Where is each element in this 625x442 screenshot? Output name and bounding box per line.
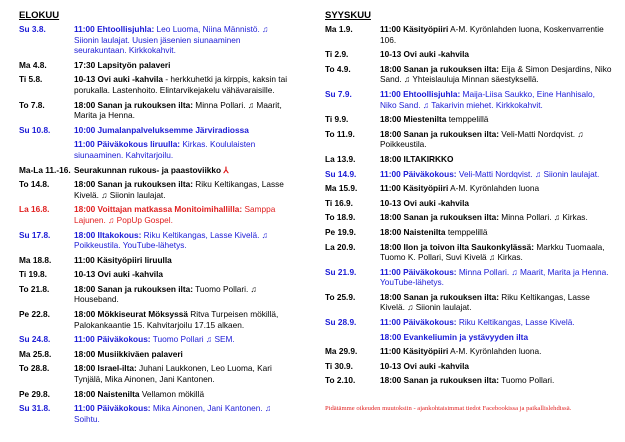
event-time: 11:00 — [74, 403, 95, 414]
event-details: Minna Pollari. ♫ Maarit, Marita ja Henna. — [74, 99, 282, 121]
event-description — [74, 74, 291, 95]
row-gap — [325, 386, 613, 390]
event-date: Su 7.9. — [325, 88, 352, 99]
event-row — [325, 242, 613, 263]
event-details: Tuomo Pollari ♫ SEM. — [150, 334, 235, 345]
event-title: Käsityöpiiri — [403, 24, 449, 34]
event-date: Ti 30.9. — [325, 360, 353, 371]
event-title: Lapsityön palaveri — [97, 59, 171, 70]
event-details: Mika Ainonen, Jani Kantonen. ♫ Soihtu. — [74, 403, 272, 424]
event-description — [380, 169, 613, 180]
event-date: Su 24.8. — [19, 334, 51, 345]
event-date: Ti 5.8. — [19, 74, 43, 85]
event-date: Pe 29.8. — [19, 388, 50, 399]
event-details: Kirkas. Koululaisten siunaaminen. Kahvitarjoilu. — [74, 139, 256, 160]
event-time: 18:00 — [380, 241, 402, 252]
event-row — [325, 346, 613, 357]
event-details: Juhani Laukkonen, Leo Luoma, Kari Tynjälä, Mika Ainonen, Jani Kantonen. — [74, 363, 272, 385]
event-time: 10-13 — [380, 197, 402, 208]
event-details: Ritva Turpeisen mökillä, Palokankaantie 15. Kahvitarjoilu 17.15 alkaen. — [74, 309, 279, 330]
event-date: Pe 19.9. — [325, 226, 356, 237]
event-title: Ovi auki -kahvila — [403, 197, 470, 208]
event-row — [19, 179, 291, 200]
event-description — [74, 100, 291, 121]
event-time: 17:30 — [74, 59, 96, 70]
event-date: To 7.8. — [19, 99, 45, 110]
event-time: 18:00 — [380, 63, 402, 74]
event-details: A-M. Kyrönlahden luona — [448, 183, 540, 194]
event-row — [325, 267, 613, 288]
event-details: Samppa Lajunen. ♫ PopUp Gospel. — [74, 204, 276, 225]
event-details: Leo Luoma, Niina Männistö. ♫ Siionin laulajat. Uusien jäsenien siunaaminen seurakuntaan. Kirkkokahvit. — [74, 24, 269, 56]
event-row — [19, 230, 291, 251]
event-details: Tuomo Pollari. — [499, 375, 555, 386]
event-title: Käsityöpiiri — [403, 346, 449, 357]
event-row — [325, 49, 613, 60]
event-details: temppelillä — [446, 114, 489, 125]
event-description — [74, 125, 291, 136]
event-time: 18:00 — [74, 309, 96, 320]
event-title: Sanan ja rukouksen ilta: — [403, 128, 499, 139]
event-date: Ti 9.9. — [325, 114, 349, 125]
event-title: Jumalanpalveluksemme Järviradiossa — [97, 124, 249, 135]
event-title: Sanan ja rukouksen ilta: — [403, 212, 499, 223]
event-title: Naistenilta — [403, 226, 446, 237]
event-date: Ma 15.9. — [325, 183, 358, 194]
event-description — [380, 89, 613, 110]
event-title: Naistenilta — [97, 388, 140, 399]
event-details: Veli-Matti Nordqvist. ♫ Siionin laulajat. — [456, 168, 600, 179]
event-time: 18:00 — [380, 226, 402, 237]
event-row — [325, 129, 613, 150]
event-details: Riku Keltikangas, Lasse Kivelä. — [456, 317, 575, 328]
event-title: Iltakokous: — [97, 229, 142, 240]
event-date: La 20.9. — [325, 241, 356, 252]
event-title: Ovi auki -kahvila — [97, 269, 164, 280]
event-description — [74, 284, 291, 305]
event-title: Miestenilta — [403, 114, 447, 125]
event-description — [380, 317, 613, 328]
event-description — [74, 165, 291, 176]
event-title: Päiväkokous: — [403, 317, 457, 328]
september-event-list — [325, 24, 613, 390]
event-time: 18:00 — [74, 283, 96, 294]
event-time: 18:00 — [380, 291, 402, 302]
event-time: 18:00 — [380, 128, 402, 139]
event-details: Markku Tuomaala, Tuomo K. Pollari, Suvi Kivelä ♫ Kirkas. — [380, 241, 605, 263]
event-description — [380, 212, 613, 223]
event-time: 11:00 — [380, 346, 401, 357]
event-row — [19, 204, 291, 225]
event-row — [325, 361, 613, 372]
event-row — [19, 74, 291, 95]
event-title: Mökkiseurat Möksyssä — [97, 309, 188, 320]
event-date: To 28.8. — [19, 363, 50, 374]
event-description — [380, 154, 613, 165]
event-time: 18:00 — [380, 153, 402, 164]
event-details: Riku Keltikangas, Lasse Kivelä. ♫ Siionin laulajat. — [380, 291, 590, 313]
event-title: Sanan ja rukouksen ilta: — [403, 63, 499, 74]
event-row — [19, 349, 291, 360]
event-row — [19, 284, 291, 305]
event-title: Päiväkokous liruulla: — [97, 139, 181, 150]
event-row — [19, 255, 291, 266]
event-time: 18:00 — [380, 331, 402, 342]
event-time: 11:00 — [74, 254, 95, 265]
event-date: La 13.9. — [325, 153, 356, 164]
event-title: Evankeliumin ja ystävyyden ilta — [403, 331, 529, 342]
event-details: Minna Pollari. ♫ Kirkas. — [499, 212, 588, 223]
event-date: Ma 25.8. — [19, 348, 52, 359]
event-title: Musiikkiväen palaveri — [97, 348, 183, 359]
event-description — [74, 230, 291, 251]
event-title: Voittajan matkassa Monitoimihallilla: — [97, 204, 243, 215]
event-row — [325, 317, 613, 328]
event-row — [325, 89, 613, 110]
month-heading-september: SYYSKUU — [325, 10, 371, 21]
event-time: 10-13 — [380, 49, 402, 60]
event-time: 10-13 — [380, 360, 402, 371]
event-time: 11:00 — [380, 183, 401, 194]
event-time: 18:00 — [74, 229, 96, 240]
event-description — [380, 267, 613, 288]
event-details: A-M. Kyrönlahden luona, Koskenvarrentie 106. — [380, 24, 604, 45]
event-date: Pe 22.8. — [19, 309, 50, 320]
event-title: Päiväkokous: — [97, 403, 151, 414]
event-details: Tuomo Pollari. ♫ Houseband. — [74, 283, 257, 305]
event-time: 18:00 — [74, 204, 96, 215]
event-description — [74, 204, 291, 225]
event-title: ILTAKIRKKO — [403, 153, 454, 164]
event-row — [19, 334, 291, 345]
event-date: To 25.9. — [325, 291, 356, 302]
event-date: Su 28.9. — [325, 317, 357, 328]
event-row — [325, 64, 613, 85]
event-time: 18:00 — [380, 212, 402, 223]
event-description — [380, 227, 613, 238]
event-description — [380, 129, 613, 150]
event-title: Ehtoollisjuhla: — [403, 88, 461, 99]
event-description — [380, 49, 613, 60]
event-title: Käsityöpiiri — [403, 183, 449, 194]
event-description — [380, 346, 613, 357]
event-row — [19, 403, 291, 424]
event-time: 11:00 — [380, 88, 401, 99]
event-details: Maija-Liisa Saukko, Eine Hanhisalo, Niko Sand. ♫ Takarivin miehet. Kirkkokahvit. — [380, 88, 595, 110]
september-column — [325, 10, 613, 415]
event-date: La 16.8. — [19, 204, 50, 215]
event-details: Veli-Matti Nordqvist. ♫ Poikkeustila. — [380, 128, 584, 150]
event-row — [325, 154, 613, 165]
event-description — [380, 292, 613, 313]
event-title: Sanan ja rukouksen ilta: — [97, 283, 193, 294]
event-time: 11:00 — [380, 317, 401, 328]
event-row — [19, 60, 291, 71]
event-description — [380, 242, 613, 263]
event-details: Eija & Simon Desjardins, Niko Sand. ♫ Yhteislauluja Minnan säestyksellä. — [380, 63, 612, 85]
event-date: To 2.10. — [325, 375, 356, 386]
event-time: 11:00 — [380, 266, 401, 277]
event-date: Su 3.8. — [19, 24, 46, 34]
august-column — [19, 10, 291, 428]
event-details: temppelillä — [445, 226, 488, 237]
event-time: 11:00 — [74, 24, 95, 34]
event-date: To 18.9. — [325, 212, 356, 223]
event-time: 10-13 — [74, 74, 96, 85]
event-details: A-M. Kyrönlahden luona. — [448, 346, 542, 357]
event-time: 10:00 — [74, 124, 96, 135]
event-title: Ovi auki -kahvila — [97, 74, 164, 85]
event-description — [74, 139, 291, 160]
event-title: Sanan ja rukouksen ilta: — [403, 291, 499, 302]
event-title: Seurakunnan rukous- ja paastoviikko — [74, 164, 222, 175]
event-date: Su 31.8. — [19, 403, 51, 414]
event-title: Ovi auki -kahvila — [403, 49, 470, 60]
event-description — [74, 269, 291, 280]
event-details: - herkkuhetki ja kirppis, kaksin tai porukalla. Lastenhoito. Elintarvikejakelu vähävaraisille. — [74, 74, 288, 95]
event-description — [380, 332, 613, 343]
event-date: To 11.9. — [325, 128, 355, 139]
prayer-icon: ⅄ — [223, 164, 229, 175]
event-date: Ma 4.8. — [19, 59, 47, 70]
event-description — [74, 389, 291, 400]
event-row — [19, 24, 291, 56]
event-date: Su 17.8. — [19, 229, 51, 240]
event-time: 18:00 — [74, 348, 96, 359]
event-time: 11:00 — [380, 168, 401, 179]
event-date: Ti 16.9. — [325, 197, 353, 208]
event-row — [19, 139, 291, 160]
event-row — [19, 269, 291, 280]
event-date: To 14.8. — [19, 179, 50, 190]
event-date: Su 10.8. — [19, 124, 51, 135]
event-description — [380, 114, 613, 125]
event-description — [380, 361, 613, 372]
event-title: Päiväkokous: — [403, 168, 457, 179]
event-row — [19, 165, 291, 176]
row-gap — [19, 424, 291, 428]
event-details: Vellamon mökillä — [139, 388, 205, 399]
event-description — [74, 363, 291, 384]
event-description — [380, 24, 613, 45]
disclaimer-note: Pidätämme oikeuden muutoksiin - ajankohtaisimmat tiedot Facebookissa ja paikallislehdissä. — [325, 405, 572, 413]
event-description — [74, 334, 291, 345]
event-date: To 4.9. — [325, 63, 351, 74]
month-heading-august: ELOKUU — [19, 10, 60, 21]
event-date: Su 14.9. — [325, 168, 357, 179]
event-date: Ma 1.9. — [325, 24, 353, 34]
event-row — [325, 183, 613, 194]
event-description — [380, 183, 613, 194]
event-description — [74, 179, 291, 200]
event-time: 18:00 — [74, 179, 96, 190]
event-title: Päiväkokous: — [97, 334, 151, 345]
event-title: Sanan ja rukouksen ilta: — [403, 375, 499, 386]
event-row — [325, 169, 613, 180]
event-date: Ma-La 11.-16. — [19, 164, 71, 175]
event-description — [74, 309, 291, 330]
event-row — [325, 114, 613, 125]
event-time: 10-13 — [74, 269, 96, 280]
event-title: Israel-ilta: — [97, 363, 137, 374]
event-details: Riku Keltikangas, Lasse Kivelä. ♫ Siionin laulajat. — [74, 179, 284, 200]
event-date: Ma 18.8. — [19, 254, 52, 265]
event-row — [325, 212, 613, 223]
event-description — [380, 375, 613, 386]
event-time: 11:00 — [74, 139, 95, 150]
event-row — [19, 125, 291, 136]
event-row — [19, 389, 291, 400]
event-date: To 21.8. — [19, 283, 50, 294]
event-description — [74, 60, 291, 71]
event-title: Ehtoollisjuhla: — [97, 24, 155, 34]
event-description — [380, 64, 613, 85]
event-date: Ti 2.9. — [325, 49, 349, 60]
event-date: Ti 19.8. — [19, 269, 47, 280]
event-time: 18:00 — [380, 114, 402, 125]
event-date: Su 21.9. — [325, 266, 357, 277]
event-date: Ma 29.9. — [325, 346, 358, 357]
august-event-list — [19, 24, 291, 428]
event-time: 18:00 — [74, 363, 96, 374]
event-description — [74, 255, 291, 266]
event-row — [325, 198, 613, 209]
event-row — [325, 375, 613, 386]
event-details: Riku Keltikangas, Lasse Kivelä. ♫ Poikkeustila. YouTube-lähetys. — [74, 229, 268, 251]
event-row — [19, 309, 291, 330]
event-description — [380, 198, 613, 209]
event-row — [325, 24, 613, 45]
event-row — [19, 363, 291, 384]
event-time: 18:00 — [74, 388, 96, 399]
event-row — [325, 227, 613, 238]
event-title: Ilon ja toivon ilta Saukonkylässä: — [403, 241, 535, 252]
event-title: Sanan ja rukouksen ilta: — [97, 99, 193, 110]
event-time: 18:00 — [380, 375, 402, 386]
event-description — [74, 349, 291, 360]
event-title: Käsityöpiiri liruulla — [97, 254, 172, 265]
event-time: 11:00 — [74, 334, 95, 345]
event-row — [19, 100, 291, 121]
event-details: Minna Pollari. ♫ Maarit, Marita ja Henna. YouTube-lähetys. — [380, 266, 609, 288]
event-title: Sanan ja rukouksen ilta: — [97, 179, 193, 190]
event-time: 11:00 — [380, 24, 401, 34]
event-title: Päiväkokous: — [403, 266, 457, 277]
event-time: 18:00 — [74, 99, 96, 110]
event-description — [74, 403, 291, 424]
event-row — [325, 332, 613, 343]
event-description — [74, 24, 291, 56]
event-row — [325, 292, 613, 313]
event-title: Ovi auki -kahvila — [403, 360, 470, 371]
